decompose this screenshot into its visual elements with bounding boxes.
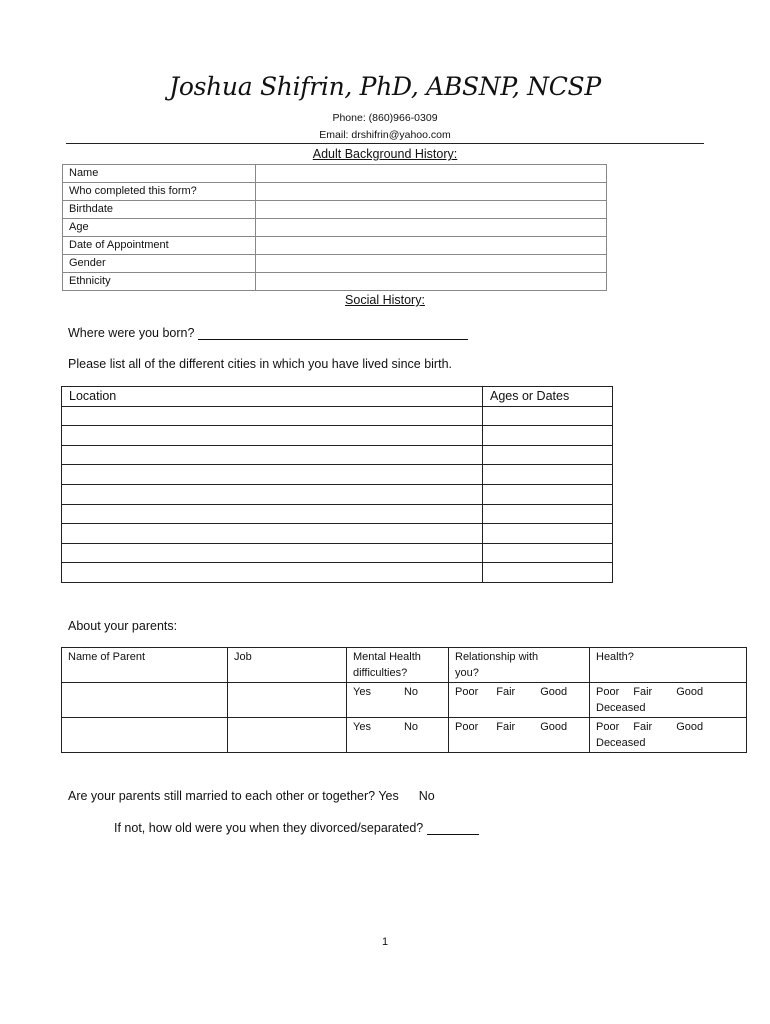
location-column-header: Location (62, 387, 483, 407)
mental-health-header-line2: difficulties? (353, 667, 408, 679)
mental-no-option[interactable]: No (403, 721, 419, 733)
location-cell[interactable] (62, 484, 483, 504)
page-number: 1 (381, 936, 389, 948)
health-poor-option[interactable]: Poor (596, 686, 620, 698)
ages-cell[interactable] (483, 543, 613, 563)
location-cell[interactable] (62, 504, 483, 524)
relationship-poor-option[interactable]: Poor (455, 686, 479, 698)
table-row (62, 524, 613, 544)
table-row (62, 406, 613, 426)
relationship-header (449, 648, 590, 683)
health-fair-option[interactable]: Fair (633, 721, 653, 733)
divorce-question-row (114, 821, 479, 835)
table-row (62, 543, 613, 563)
mental-yes-option[interactable]: Yes (353, 686, 371, 698)
relationship-options (449, 683, 590, 718)
location-cell[interactable] (62, 426, 483, 446)
mental-health-options (347, 683, 449, 718)
married-question-row (68, 789, 435, 803)
document-title: Joshua Shifrin, PhD, ABSNP, NCSP (169, 72, 601, 101)
relationship-header-line1: Relationship with (455, 651, 539, 663)
cities-prompt: Please list all of the different cities in which you have lived since birth. (68, 357, 452, 371)
married-question-label: Are your parents still married to each other or together? (68, 789, 376, 803)
row-label: Birthdate (63, 201, 256, 219)
job-header: Job (228, 648, 347, 683)
table-row (62, 563, 613, 583)
married-yes-option[interactable]: Yes (378, 789, 399, 803)
relationship-fair-option[interactable]: Fair (496, 686, 516, 698)
relationship-options (449, 718, 590, 753)
parents-heading: About your parents: (68, 619, 178, 633)
gender-field[interactable] (256, 255, 607, 273)
ages-cell[interactable] (483, 524, 613, 544)
relationship-good-option[interactable]: Good (540, 686, 568, 698)
location-cell[interactable] (62, 445, 483, 465)
relationship-fair-option[interactable]: Fair (496, 721, 516, 733)
health-good-option[interactable]: Good (676, 721, 704, 733)
ages-cell[interactable] (483, 426, 613, 446)
parent-name-cell[interactable] (62, 718, 228, 753)
completed-by-field[interactable] (256, 183, 607, 201)
email-line: Email: drshifrin@yahoo.com (319, 129, 451, 141)
name-field[interactable] (256, 165, 607, 183)
health-deceased-option[interactable]: Deceased (596, 737, 646, 749)
row-label: Age (63, 219, 256, 237)
location-cell[interactable] (62, 406, 483, 426)
parent-name-cell[interactable] (62, 683, 228, 718)
health-options (590, 718, 747, 753)
row-label: Who completed this form? (63, 183, 256, 201)
parent-name-header: Name of Parent (62, 648, 228, 683)
parents-table (61, 647, 747, 753)
row-label: Name (63, 165, 256, 183)
relationship-good-option[interactable]: Good (540, 721, 568, 733)
table-row (63, 219, 607, 237)
health-options (590, 683, 747, 718)
row-label: Ethnicity (63, 273, 256, 291)
mental-health-header-line1: Mental Health (353, 651, 421, 663)
ages-cell[interactable] (483, 563, 613, 583)
table-row (63, 255, 607, 273)
ages-cell[interactable] (483, 465, 613, 485)
ages-cell[interactable] (483, 445, 613, 465)
ages-column-header: Ages or Dates (483, 387, 613, 407)
job-cell[interactable] (228, 718, 347, 753)
mental-yes-option[interactable]: Yes (353, 721, 371, 733)
background-table (62, 164, 607, 291)
table-row (62, 387, 613, 407)
appointment-date-field[interactable] (256, 237, 607, 255)
table-row (62, 426, 613, 446)
table-row (63, 237, 607, 255)
born-question-label: Where were you born? (68, 326, 195, 340)
header-divider (66, 143, 704, 144)
health-fair-option[interactable]: Fair (633, 686, 653, 698)
health-poor-option[interactable]: Poor (596, 721, 620, 733)
social-history-heading: Social History: (345, 293, 425, 307)
table-row (63, 183, 607, 201)
table-row (63, 273, 607, 291)
married-no-option[interactable]: No (418, 789, 435, 803)
divorce-question-label: If not, how old were you when they divorced/separated? (114, 821, 424, 835)
table-row (62, 445, 613, 465)
ages-cell[interactable] (483, 484, 613, 504)
table-row (62, 465, 613, 485)
location-cell[interactable] (62, 543, 483, 563)
location-cell[interactable] (62, 524, 483, 544)
relationship-poor-option[interactable]: Poor (455, 721, 479, 733)
mental-health-header (347, 648, 449, 683)
row-label: Gender (63, 255, 256, 273)
table-row (62, 718, 747, 753)
mental-health-options (347, 718, 449, 753)
row-label: Date of Appointment (63, 237, 256, 255)
location-cell[interactable] (62, 563, 483, 583)
table-row (62, 504, 613, 524)
health-header: Health? (590, 648, 747, 683)
age-field[interactable] (256, 219, 607, 237)
ethnicity-field[interactable] (256, 273, 607, 291)
born-answer-field[interactable] (198, 326, 468, 340)
health-good-option[interactable]: Good (676, 686, 704, 698)
adult-background-heading: Adult Background History: (312, 147, 458, 161)
location-cell[interactable] (62, 465, 483, 485)
table-row (63, 165, 607, 183)
locations-table (61, 386, 613, 583)
born-question-row (68, 326, 468, 340)
job-cell[interactable] (228, 683, 347, 718)
table-row (62, 683, 747, 718)
relationship-header-line2: you? (455, 667, 479, 679)
birthdate-field[interactable] (256, 201, 607, 219)
ages-cell[interactable] (483, 406, 613, 426)
table-row (63, 201, 607, 219)
ages-cell[interactable] (483, 504, 613, 524)
divorce-age-field[interactable] (427, 821, 479, 835)
health-deceased-option[interactable]: Deceased (596, 702, 646, 714)
table-row (62, 648, 747, 683)
mental-no-option[interactable]: No (403, 686, 419, 698)
table-row (62, 484, 613, 504)
phone-line: Phone: (860)966-0309 (332, 112, 438, 124)
